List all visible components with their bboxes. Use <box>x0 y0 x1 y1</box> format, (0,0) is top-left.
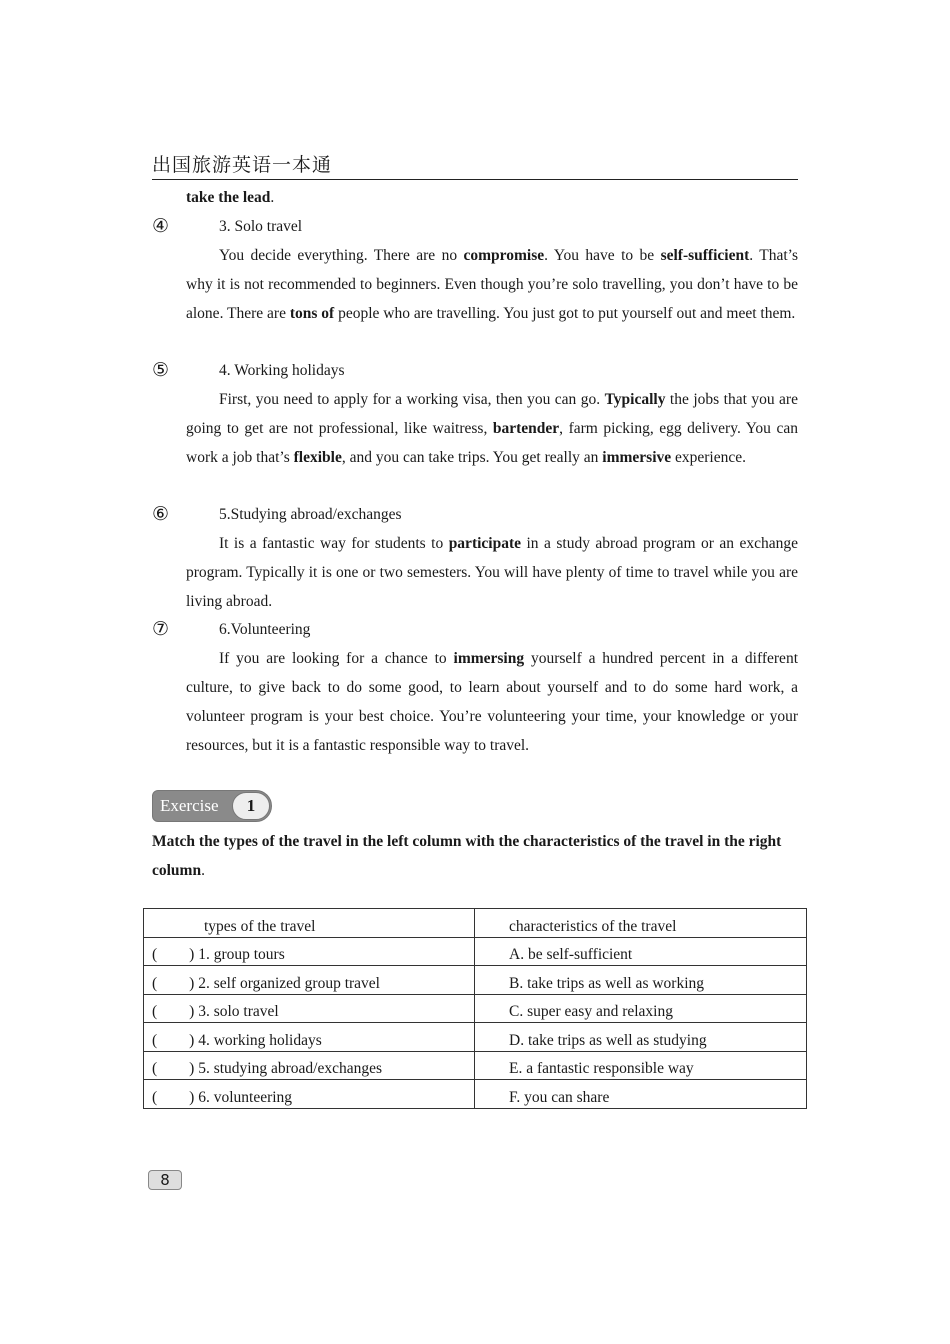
text-run: in a study abroad program or an exchange program. Typically it is one or two semesters. You will have plenty of time to travel while you are living abroad. <box>186 535 799 610</box>
exercise-number: 1 <box>232 792 270 820</box>
table-row <box>144 1051 807 1080</box>
bold-term: immersive <box>602 449 672 466</box>
circled-number-marker: ④ <box>152 215 170 237</box>
text-run: You decide everything. There are no <box>219 247 464 264</box>
characteristic-cell: E. a fantastic responsible way <box>475 1051 807 1080</box>
bold-term: immersing <box>453 650 525 667</box>
punctuation: . <box>270 189 275 206</box>
text-run: yourself a hundred percent in a different culture, to give back to do some good, to learn about yourself and to do some hard work, a volunteer program is your best choice. You’re volunteering your time, your knowledge or your resources, but it is a fantastic responsible way to travel. <box>186 650 798 754</box>
table-row <box>144 937 807 966</box>
text-run: . You have to be <box>544 247 661 264</box>
table-row <box>144 966 807 995</box>
travel-type-cell <box>144 937 475 966</box>
column-header: types of the travel <box>144 909 475 938</box>
characteristic-cell: C. super easy and relaxing <box>475 994 807 1023</box>
table-row <box>144 1080 807 1109</box>
bold-term: participate <box>448 535 522 552</box>
page-number: 8 <box>148 1170 182 1190</box>
section-heading-volunteering: 6.Volunteering <box>219 621 311 638</box>
paren: ( <box>152 1003 158 1020</box>
section-heading-studying-abroad: 5.Studying abroad/exchanges <box>219 506 402 523</box>
paragraph-solo-travel <box>186 241 798 328</box>
travel-type-cell <box>144 994 475 1023</box>
travel-type: ) 6. volunteering <box>189 1088 293 1106</box>
text-run: experience. <box>671 449 747 466</box>
text-run: people who are travelling. You just got to put yourself out and meet them. <box>334 305 796 322</box>
travel-type: ) 2. self organized group travel <box>189 974 380 992</box>
exercise-label: Exercise <box>160 796 219 815</box>
table-row <box>144 994 807 1023</box>
header-divider <box>152 179 798 180</box>
paragraph-volunteering <box>186 644 798 760</box>
paren: ( <box>152 974 158 992</box>
running-header-title: 出国旅游英语一本通 <box>152 154 333 176</box>
exercise-instruction <box>152 827 798 885</box>
text-run: First, you need to apply for a working visa, then you can go. <box>219 391 605 408</box>
bold-term: take the lead <box>186 189 271 206</box>
travel-type: ) 4. working holidays <box>189 1031 322 1049</box>
bold-term: bartender <box>492 420 560 437</box>
circled-number-marker: ⑦ <box>152 618 170 640</box>
circled-number-marker: ⑥ <box>152 503 170 525</box>
bold-term: tons of <box>289 305 335 322</box>
paren: ( <box>152 1060 158 1077</box>
instruction-text: Match the types of the travel in the left column with the characteristics of the travel in the right column <box>152 833 782 879</box>
travel-type-cell <box>144 966 475 995</box>
table-row <box>144 1023 807 1052</box>
bold-term: self-sufficient <box>660 247 750 264</box>
punctuation: . <box>201 862 205 879</box>
paragraph-working-holidays <box>186 385 798 472</box>
text-run: It is a fantastic way for students to <box>219 535 449 552</box>
travel-type-cell <box>144 1023 475 1052</box>
bold-term: flexible <box>293 449 342 466</box>
circled-number-marker: ⑤ <box>152 359 170 381</box>
continued-text <box>186 183 274 212</box>
paren: ( <box>152 1031 158 1049</box>
paren: ( <box>152 1088 158 1106</box>
bold-term: compromise <box>463 247 545 264</box>
text-run: , and you can take trips. You get really an <box>341 449 603 466</box>
text-run: , farm picking, egg delivery. You can work a job that’s <box>186 420 798 466</box>
travel-type: ) 1. group tours <box>189 946 285 963</box>
column-header: characteristics of the travel <box>475 909 807 938</box>
paren: ( <box>152 946 158 963</box>
bold-term: Typically <box>604 391 666 408</box>
paragraph-studying-abroad <box>186 529 798 616</box>
travel-type: ) 3. solo travel <box>189 1003 279 1020</box>
section-heading-working-holidays: 4. Working holidays <box>219 362 345 379</box>
travel-type-cell <box>144 1080 475 1109</box>
characteristic-cell: F. you can share <box>475 1080 807 1109</box>
characteristic-cell: A. be self-sufficient <box>475 937 807 966</box>
travel-type: ) 5. studying abroad/exchanges <box>189 1060 383 1077</box>
travel-type-cell <box>144 1051 475 1080</box>
matching-table <box>143 908 807 1109</box>
characteristic-cell: D. take trips as well as studying <box>475 1023 807 1052</box>
section-heading-solo-travel: 3. Solo travel <box>219 218 303 235</box>
characteristic-cell: B. take trips as well as working <box>475 966 807 995</box>
table-header-row <box>144 909 807 938</box>
text-run: If you are looking for a chance to <box>219 650 454 667</box>
text-run: the jobs that you are going to get are not professional, like waitress, <box>186 391 798 437</box>
text-run: . That’s why it is not recommended to beginners. Even though you’re solo travelling, you don’t have to be alone. There are <box>186 247 798 322</box>
